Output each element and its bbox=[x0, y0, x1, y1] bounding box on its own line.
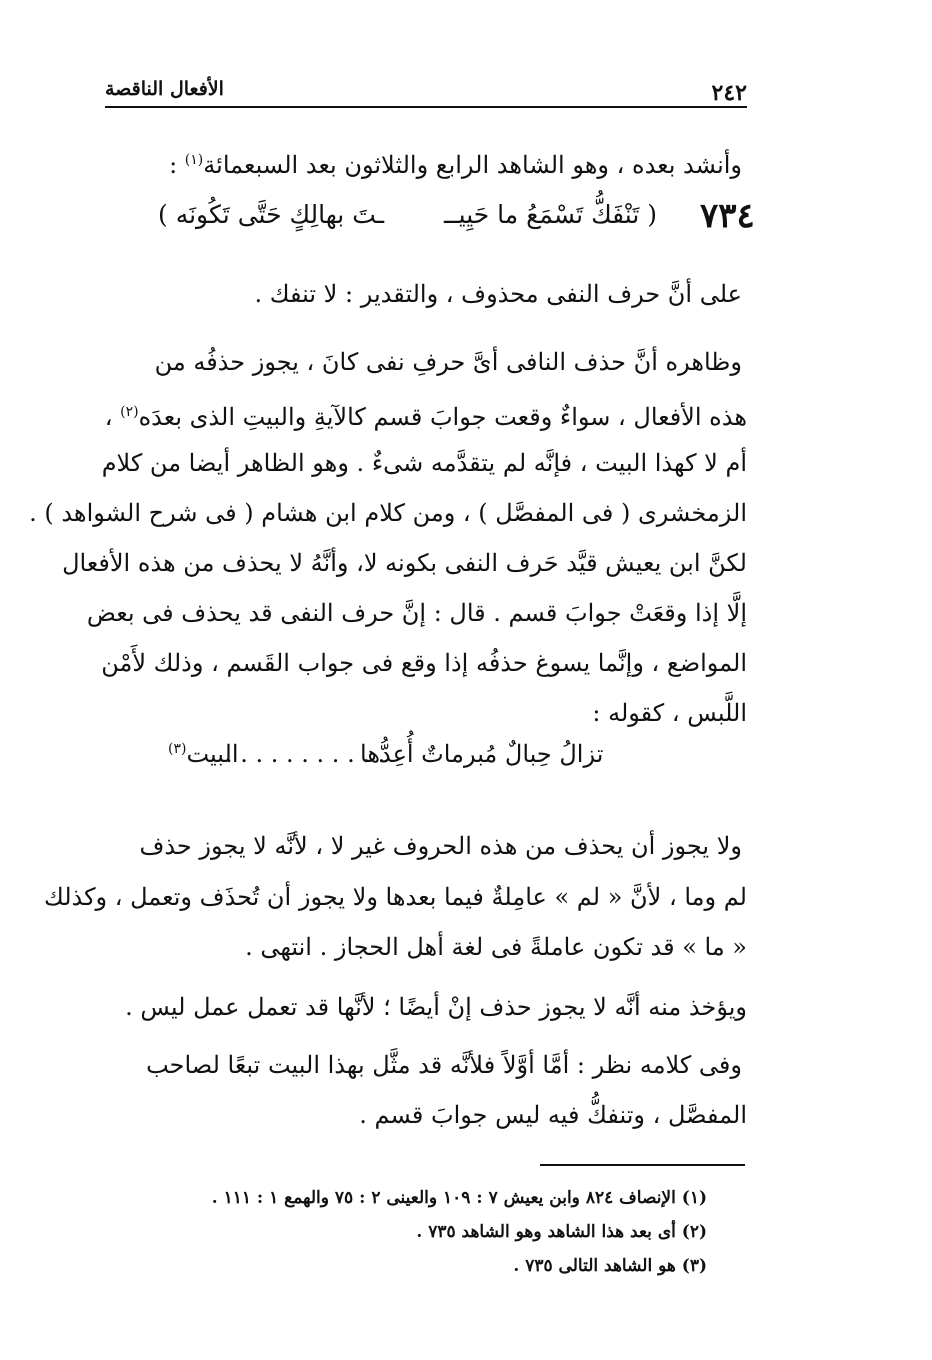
body-line-10: ولا يجوز أن يحذف من هذه الحروف غير لا ، لأنَّه لا يجوز حذف bbox=[139, 832, 742, 860]
body-line-15: المفصَّل ، وتنفكُّ فيه ليس جوابَ قسم . bbox=[359, 1101, 747, 1129]
body-line-1: على أنَّ حرف النفى محذوف ، والتقدير : لا تنفك . bbox=[254, 280, 742, 308]
body-line-4: أم لا كهذا البيت ، فإنَّه لم يتقدَّمه شىءٌ . وهو الظاهر أيضا من كلام bbox=[101, 449, 747, 477]
body-line-7: إلَّا إذا وقعَتْ جوابَ قسم . قال : إنَّ حرف النفى قد يحذف فى بعض bbox=[86, 599, 747, 627]
footnote-1: (١) الإنصاف ٨٢٤ وابن يعيش ٧ : ١٠٩ والعينى ٢ : ٧٥ والهمع ١ : ١١١ . bbox=[211, 1188, 707, 1208]
body-line-8: المواضع ، وإنَّما يسوغ حذفُه إذا وقع فى جواب القَسم ، وذلك لأَمْن bbox=[101, 649, 747, 677]
body-line-6: لكنَّ ابن يعيش قيَّد حَرف النفى بكونه لا، وأنَّهُ لا يحذف من هذه الأفعال bbox=[62, 549, 747, 577]
cited-verse-ellipsis: . . . . . . . . . . . bbox=[225, 740, 386, 768]
page-number: ٢٤٢ bbox=[711, 80, 747, 106]
body-line-13: ويؤخذ منه أنَّه لا يجوز حذف إنْ أيضًا ؛ لأنَّها قد تعمل عمل ليس . bbox=[125, 993, 747, 1021]
body-line-3-comma: ، bbox=[104, 403, 113, 431]
footnote-separator bbox=[540, 1164, 745, 1166]
intro-text: وأنشد بعده ، وهو الشاهد الرابع والثلاثون بعد السبعمائة bbox=[203, 151, 742, 179]
body-line-5: الزمخشرى ( فى المفصَّل ) ، ومن كلام ابن هشام ( فى شرح الشواهد ) . bbox=[29, 499, 747, 527]
footnote-ref-2: (٢) bbox=[120, 404, 139, 420]
verse-number: ٧٣٤ bbox=[700, 196, 755, 236]
footnote-2: (٢) أى بعد هذا الشاهد وهو الشاهد ٧٣٥ . bbox=[416, 1222, 707, 1242]
body-line-11: لم وما ، لأنَّ « لم » عامِلةٌ فيما بعدها ولا يجوز أن تُحذَف وتعمل ، وكذلك bbox=[43, 883, 747, 911]
body-line-3-text: هذه الأفعال ، سواءٌ وقعت جوابَ قسم كالآيةِ والبيتِ الذى بعدَه bbox=[138, 403, 747, 431]
body-line-9: اللَّبس ، كقوله : bbox=[592, 699, 747, 727]
body-line-3 bbox=[105, 392, 747, 437]
footnote-ref-1: (١) bbox=[184, 152, 204, 168]
intro-colon: : bbox=[169, 151, 178, 179]
running-title: الأفعال الناقصة bbox=[105, 78, 224, 100]
footnote-3: (٣) هو الشاهد التالى ٧٣٥ . bbox=[513, 1256, 707, 1276]
footnote-ref-3: (٣) bbox=[168, 741, 187, 757]
intro-line bbox=[169, 140, 742, 185]
body-line-2: وظاهره أنَّ حذف النافى أىَّ حرفِ نفى كانَ ، يجوز حذفُه من bbox=[154, 348, 742, 376]
verse-hemistich-2: ـتَ بهالِكٍ حَتَّى تَكُونَه ) bbox=[158, 200, 385, 229]
cited-verse: تزالُ حِبالٌ مُبرماتٌ أُعِدُّها bbox=[360, 740, 604, 768]
body-line-12: « ما » قد تكون عاملةً فى لغة أهل الحجاز . انتهى . bbox=[245, 933, 747, 961]
page-header bbox=[105, 78, 747, 108]
cited-verse-label-text: البيت bbox=[186, 740, 239, 768]
cited-verse-label bbox=[168, 740, 239, 768]
verse-hemistich-1: ( تَنْفَكُّ تَسْمَعُ ما حَيِيــ bbox=[444, 200, 657, 229]
body-line-14: وفى كلامه نظر : أمَّا أوَّلاً فلأنَّه قد مثَّل بهذا البيت تبعًا لصاحب bbox=[146, 1051, 742, 1079]
